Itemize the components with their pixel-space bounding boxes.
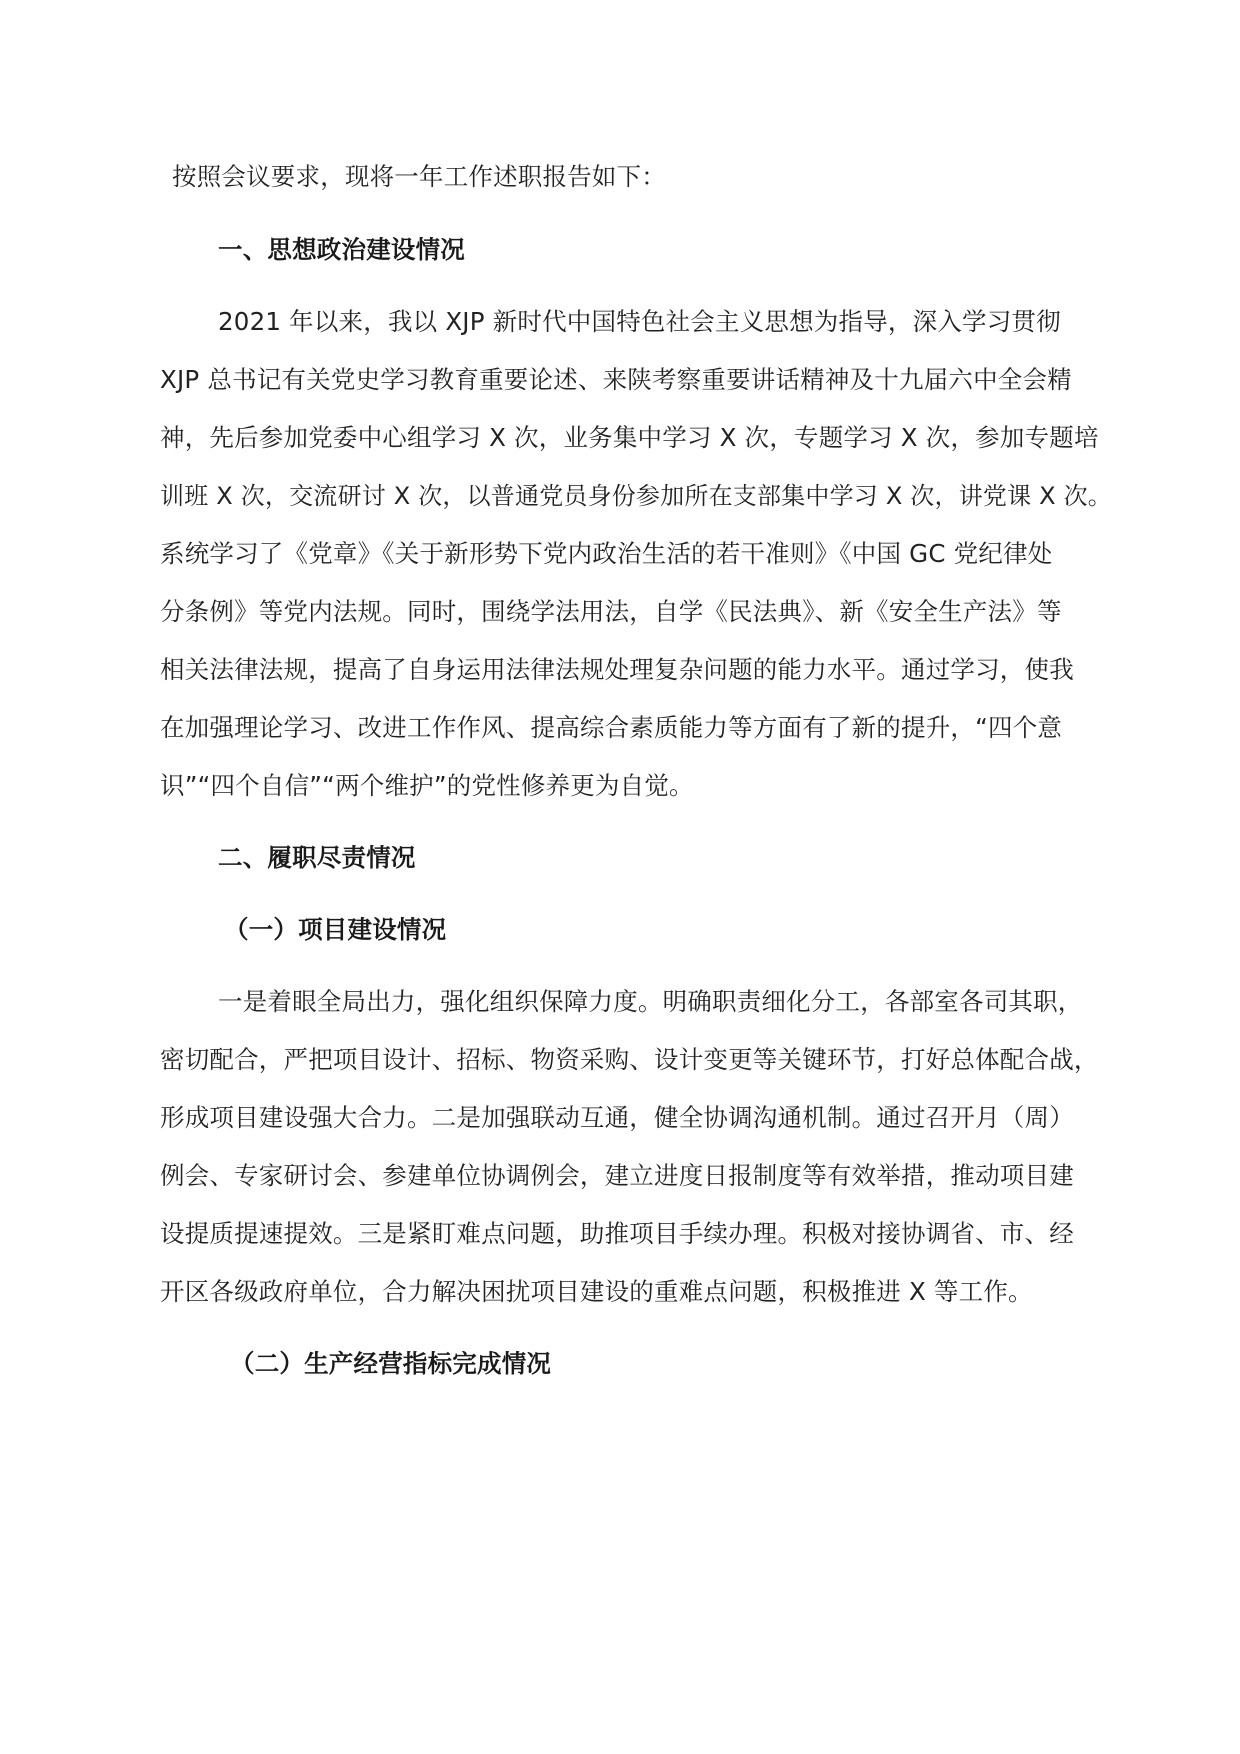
paragraph-line: 训班 X 次，交流研讨 X 次，以普通党员身份参加所在支部集中学习 X 次，讲党课 X 次。 [160,482,1112,510]
paragraph-line: 密切配合，严把项目设计、招标、物资采购、设计变更等关键环节，打好总体配合战， [160,1045,1099,1074]
paragraph-line: 设提质提速提效。三是紧盯难点问题，助推项目手续办理。积极对接协调省、市、经 [160,1219,1074,1248]
paragraph-line: 分条例》等党内法规。同时，围绕学法用法，自学《民法典》、新《安全生产法》等 [160,597,1062,626]
paragraph-line: 神，先后参加党委中心组学习 X 次，业务集中学习 X 次，专题学习 X 次，参加专题培 [160,423,1099,452]
paragraph-line: XJP 总书记有关党史学习教育重要论述、来陕考察重要讲话精神及十九届六中全会精 [160,365,1072,394]
section-heading-1: 一、思想政治建设情况 [218,235,465,264]
section-heading-2: 二、履职尽责情况 [218,843,416,872]
subsection-heading-2: （二）生产经营指标完成情况 [230,1349,552,1378]
paragraph-line: 系统学习了《党章》《关于新形势下党内政治生活的若干准则》《中国 GC 党纪律处 [160,539,1053,568]
paragraph-line: 一是着眼全局出力，强化组织保障力度。明确职责细化分工，各部室各司其职， [218,987,1083,1016]
intro-text: 按照会议要求，现将一年工作述职报告如下： [172,162,666,191]
subsection-heading-1: （一）项目建设情况 [224,915,447,944]
paragraph-line: 相关法律法规，提高了自身运用法律法规处理复杂问题的能力水平。通过学习，使我 [160,655,1074,684]
paragraph-line: 在加强理论学习、改进工作作风、提高综合素质能力等方面有了新的提升，“四个意 [160,713,1063,742]
paragraph-line: 例会、专家研讨会、参建单位协调例会，建立进度日报制度等有效举措，推动项目建 [160,1161,1074,1190]
paragraph-line: 2021 年以来，我以 XJP 新时代中国特色社会主义思想为指导，深入学习贯彻 [218,307,1061,336]
paragraph-line: 形成项目建设强大合力。二是加强联动互通，健全协调沟通机制。通过召开月（周） [160,1103,1074,1132]
paragraph-line: 识”“四个自信”“两个维护”的党性修养更为自觉。 [160,771,694,800]
paragraph-line: 开区各级政府单位，合力解决困扰项目建设的重难点问题，积极推进 X 等工作。 [160,1277,1033,1306]
